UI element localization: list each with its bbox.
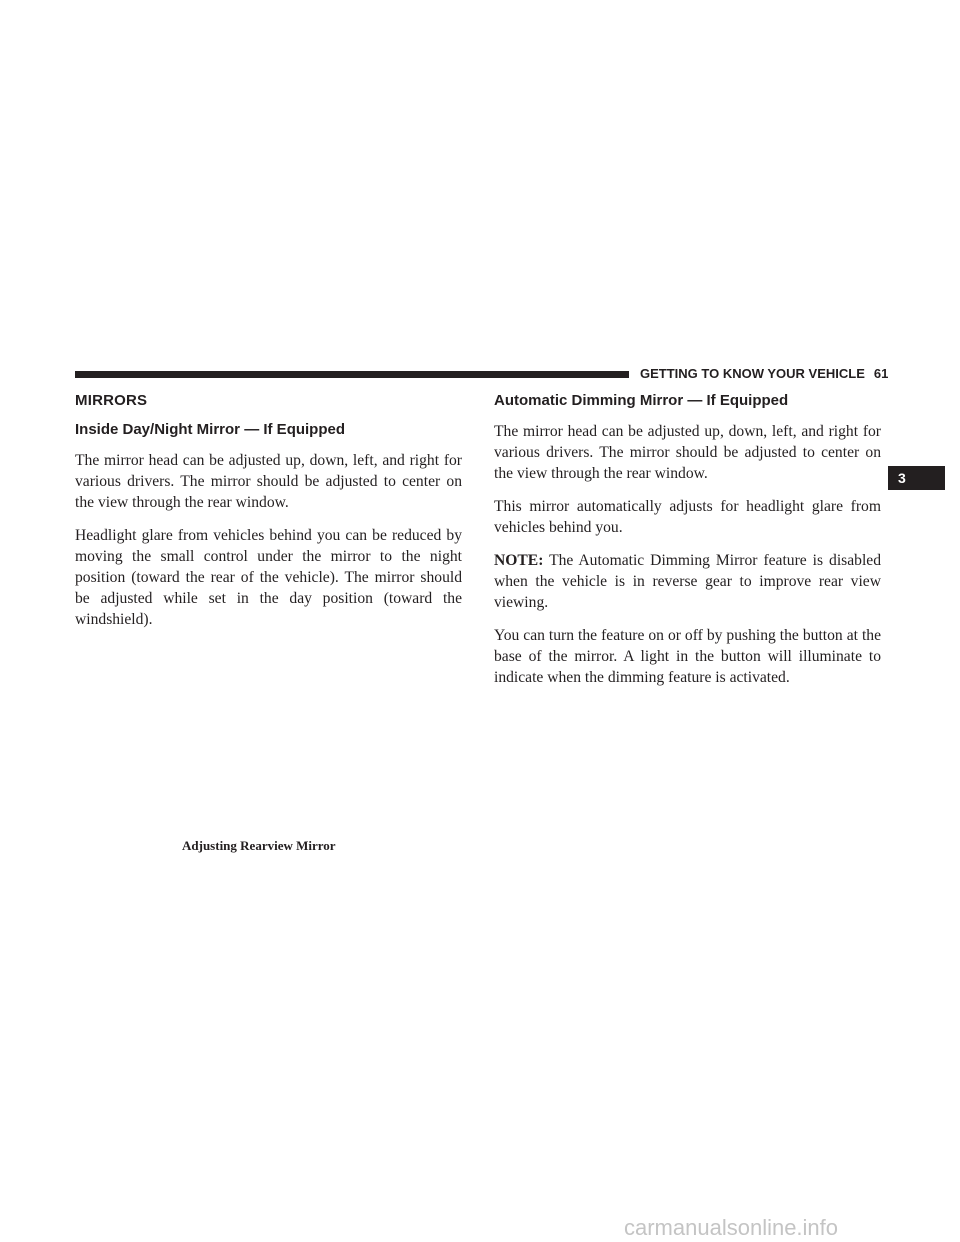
paragraph: This mirror automatically adjusts for headlight glare from vehicles behind you. xyxy=(494,498,881,536)
paragraph: The mirror head can be adjusted up, down, left, and right for various drivers. The mirror should be adjusted to center on the view through the rear window. xyxy=(75,452,462,511)
note-text: The Automatic Dimming Mirror feature is disabled when the vehicle is in reverse gear to improve rear view viewing. xyxy=(494,552,881,611)
header-title: GETTING TO KNOW YOUR VEHICLE xyxy=(640,366,865,381)
chapter-number: 3 xyxy=(898,470,906,486)
page-number: 61 xyxy=(873,366,889,381)
section-title: MIRRORS xyxy=(75,392,148,409)
running-header xyxy=(640,366,900,382)
watermark-text: carmanualsonline.info xyxy=(624,1215,839,1240)
right-column xyxy=(494,391,881,700)
note-paragraph xyxy=(494,550,881,613)
note-label: NOTE: xyxy=(494,552,544,569)
paragraph: Headlight glare from vehicles behind you can be reduced by moving the small control under the mirror to the night position (toward the rear of the vehicle). The mirror should be adjusted while set in the day position (toward the windshield). xyxy=(75,527,462,628)
chapter-tab xyxy=(888,466,945,490)
paragraph: You can turn the feature on or off by pushing the button at the base of the mirror. A light in the button will illuminate to indicate when the dimming feature is activated. xyxy=(494,627,881,686)
subsection-title-auto-dimming: Automatic Dimming Mirror — If Equipped xyxy=(494,392,789,409)
left-column xyxy=(75,391,462,642)
header-rule xyxy=(75,371,629,378)
paragraph: The mirror head can be adjusted up, down, left, and right for various drivers. The mirror should be adjusted to center on the view through the rear window. xyxy=(494,423,881,482)
figure-caption: Adjusting Rearview Mirror xyxy=(182,838,336,853)
subsection-title-day-night: Inside Day/Night Mirror — If Equipped xyxy=(75,421,346,438)
